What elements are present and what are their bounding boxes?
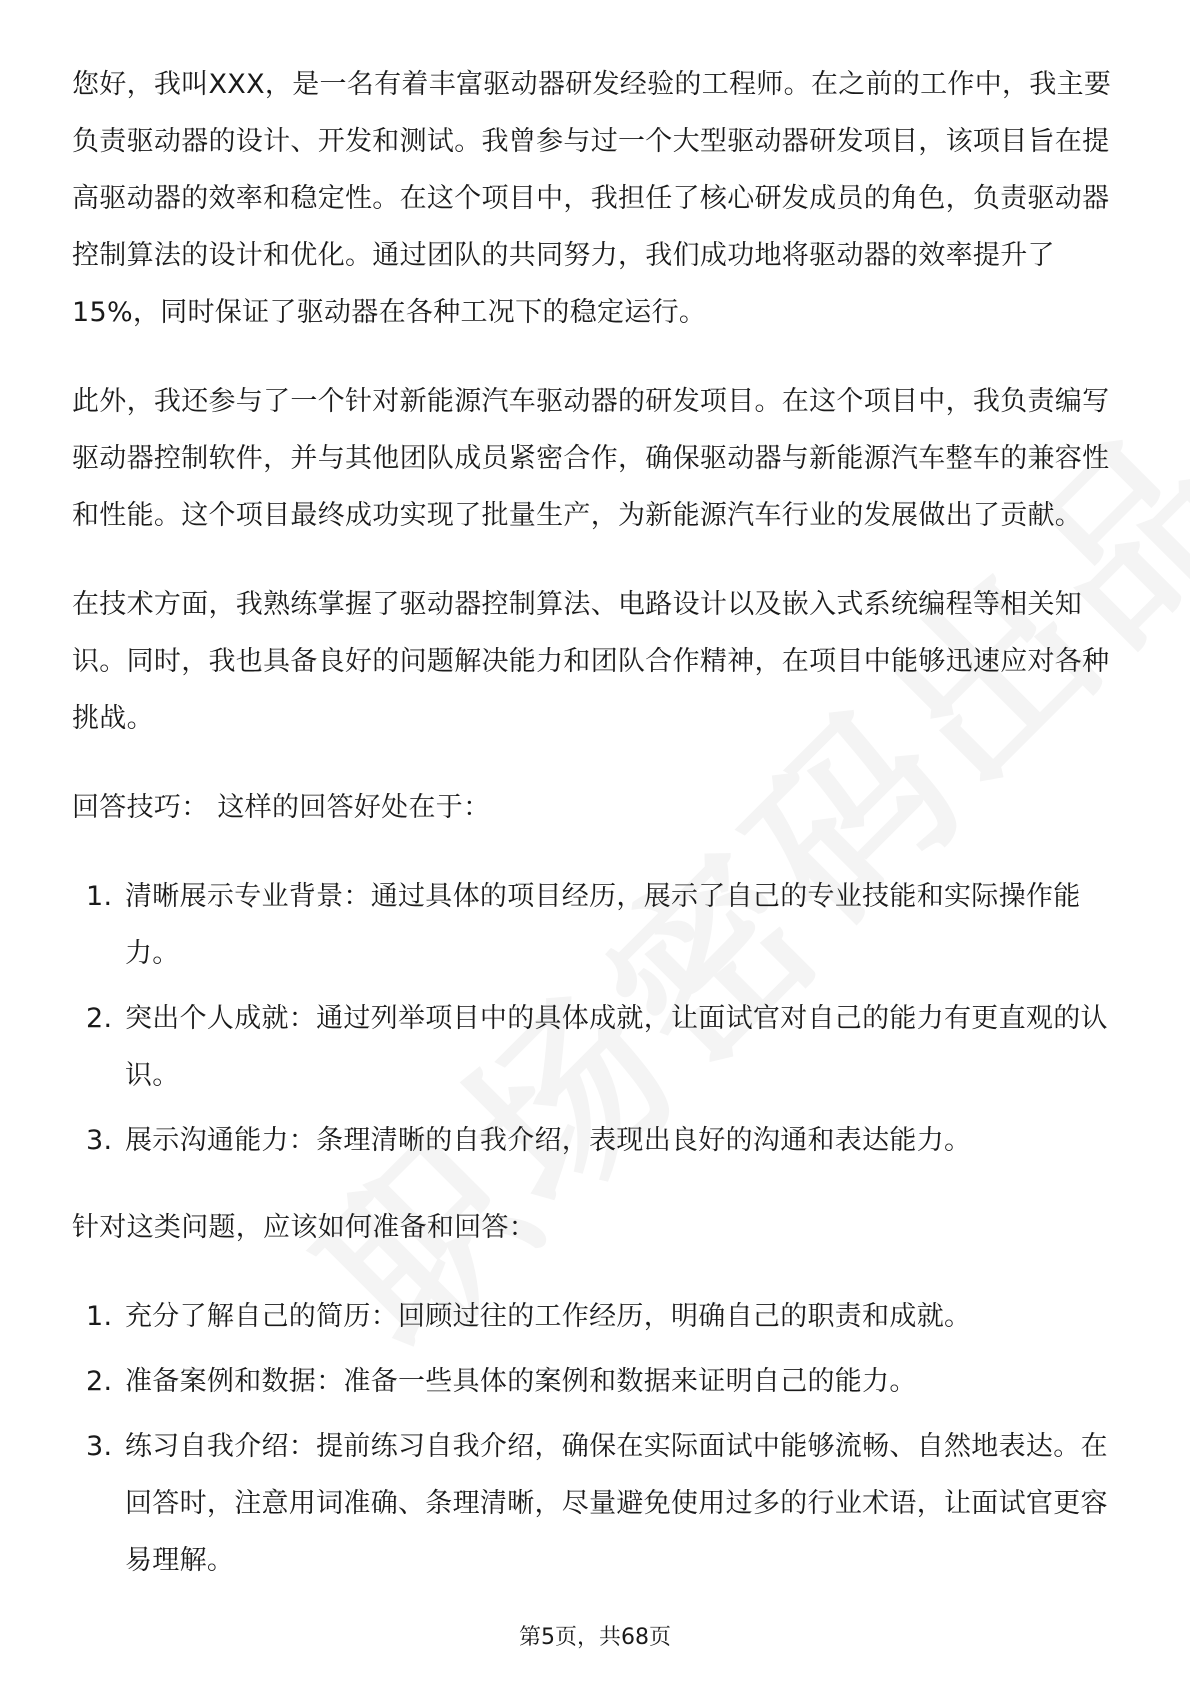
page-content — [72, 56, 1118, 1619]
list-number: 1. — [86, 1301, 113, 1332]
list-item — [72, 868, 1118, 982]
list-item — [72, 1418, 1118, 1589]
list-item-text: 展示沟通能力：条理清晰的自我介绍，表现出良好的沟通和表达能力。 — [125, 1125, 972, 1156]
list-item — [72, 1112, 1118, 1169]
prep-list — [72, 1288, 1118, 1589]
list-item — [72, 1353, 1118, 1410]
list-item — [72, 1288, 1118, 1345]
page-number-footer: 第5页，共68页 — [519, 1625, 671, 1650]
list-item-text: 清晰展示专业背景：通过具体的项目经历，展示了自己的专业技能和实际操作能力。 — [125, 881, 1081, 969]
paragraph-intro: 您好，我叫XXX，是一名有着丰富驱动器研发经验的工程师。在之前的工作中，我主要负责驱动器的设计、开发和测试。我曾参与过一个大型驱动器研发项目，该项目旨在提高驱动器的效率和稳定性。在这个项目中，我担任了核心研发成员的角色，负责驱动器控制算法的设计和优化。通过团队的共同努力，我们成功地将驱动器的效率提升了15%，同时保证了驱动器在各种工况下的稳定运行。 — [72, 69, 1112, 328]
tips-heading: 回答技巧： 这样的回答好处在于： — [72, 792, 491, 823]
prep-heading: 针对这类问题，应该如何准备和回答： — [72, 1212, 537, 1243]
list-number: 3. — [86, 1431, 113, 1462]
list-number: 3. — [86, 1125, 113, 1156]
tips-list — [72, 868, 1118, 1169]
list-number: 2. — [86, 1003, 113, 1034]
list-number: 2. — [86, 1366, 113, 1397]
list-item-text: 充分了解自己的简历：回顾过往的工作经历，明确自己的职责和成就。 — [125, 1301, 972, 1332]
list-item-text: 练习自我介绍：提前练习自我介绍，确保在实际面试中能够流畅、自然地表达。在回答时，注意用词准确、条理清晰，尽量避免使用过多的行业术语，让面试官更容易理解。 — [125, 1431, 1108, 1576]
list-item-text: 准备案例和数据：准备一些具体的案例和数据来证明自己的能力。 — [125, 1366, 917, 1397]
paragraph-skills: 在技术方面，我熟练掌握了驱动器控制算法、电路设计以及嵌入式系统编程等相关知识。同时，我也具备良好的问题解决能力和团队合作精神，在项目中能够迅速应对各种挑战。 — [72, 589, 1110, 734]
paragraph-nev-project: 此外，我还参与了一个针对新能源汽车驱动器的研发项目。在这个项目中，我负责编写驱动器控制软件，并与其他团队成员紧密合作，确保驱动器与新能源汽车整车的兼容性和性能。这个项目最终成功实现了批量生产，为新能源汽车行业的发展做出了贡献。 — [72, 386, 1110, 531]
list-item-text: 突出个人成就：通过列举项目中的具体成就，让面试官对自己的能力有更直观的认识。 — [125, 1003, 1108, 1091]
list-number: 1. — [86, 881, 113, 912]
list-item — [72, 990, 1118, 1104]
